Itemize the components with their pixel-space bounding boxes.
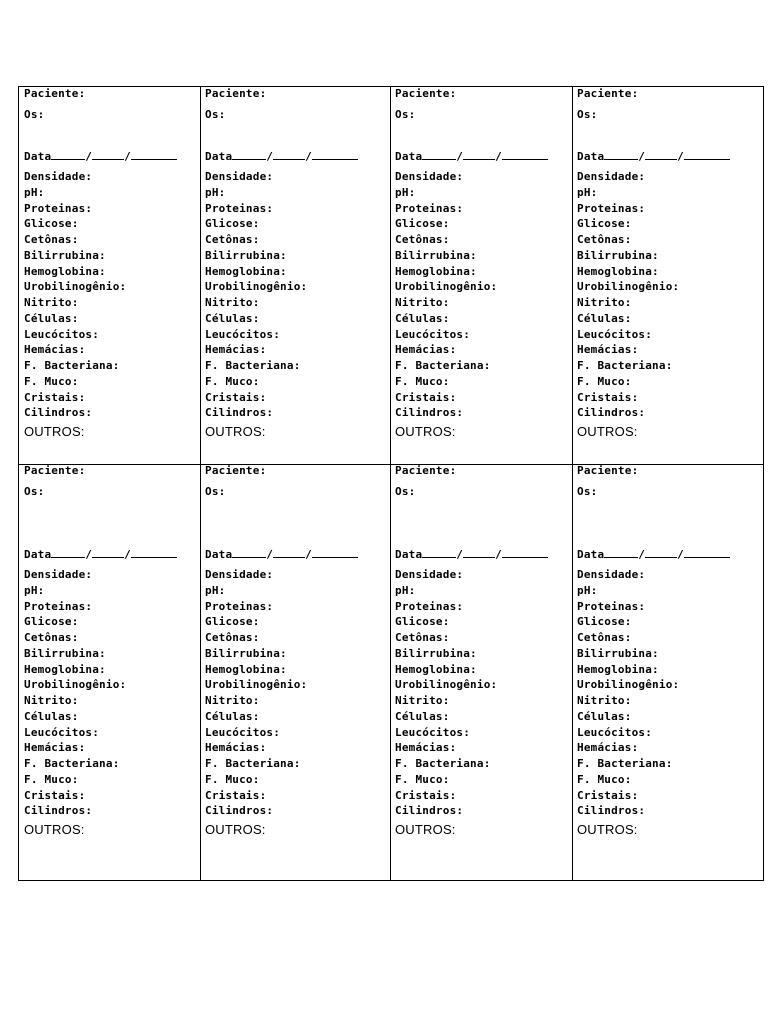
date-day-blank <box>604 547 638 558</box>
field-label: F. Bacteriana: <box>205 757 301 770</box>
date-year-blank <box>131 547 177 558</box>
field-label: Leucócitos: <box>577 725 653 739</box>
field-label: Cristais: <box>395 788 457 802</box>
field-label: Cetônas: <box>205 233 260 246</box>
field-label: Hemácias: <box>577 741 639 755</box>
date-label: Data <box>395 548 423 561</box>
field-label: Urobilinogênio: <box>577 678 680 692</box>
patient-label: Paciente: <box>24 87 86 100</box>
field-label: Proteinas: <box>24 599 93 613</box>
date-separator: / <box>456 548 464 561</box>
others-label: OUTROS: <box>24 424 85 439</box>
field-label: Cristais: <box>577 390 639 404</box>
field-label: Cilindros: <box>205 406 274 420</box>
date-label: Data <box>395 150 423 163</box>
date-month-blank <box>645 149 677 160</box>
field-label: Glicose: <box>577 615 632 629</box>
field-label: Urobilinogênio: <box>24 678 127 692</box>
date-line <box>205 547 358 561</box>
date-separator: / <box>495 150 502 163</box>
os-label: Os: <box>205 108 226 121</box>
field-label: Proteinas: <box>24 201 93 215</box>
field-label: Hemácias: <box>24 343 86 357</box>
field-label: Cristais: <box>395 390 457 404</box>
patient-label: Paciente: <box>395 87 457 100</box>
date-line <box>24 547 177 561</box>
exam-card <box>19 87 200 464</box>
field-label: Bilirrubina: <box>24 646 106 660</box>
field-label: F. Muco: <box>205 772 260 786</box>
field-label: Glicose: <box>24 217 79 231</box>
others-label: OUTROS: <box>395 424 456 439</box>
field-label: Leucócitos: <box>24 327 100 341</box>
field-label: Células: <box>205 709 260 723</box>
field-label: Células: <box>395 709 450 723</box>
date-month-blank <box>463 547 495 558</box>
field-label: Hemácias: <box>205 343 267 357</box>
field-label: F. Muco: <box>395 374 450 388</box>
field-label: pH: <box>577 583 598 597</box>
field-label: pH: <box>395 583 416 597</box>
field-label: Hemácias: <box>395 343 457 357</box>
field-label: Células: <box>577 311 632 325</box>
patient-label: Paciente: <box>205 87 267 100</box>
field-label: Leucócitos: <box>577 327 653 341</box>
date-year-blank <box>312 547 358 558</box>
field-label: Hemoglobina: <box>24 264 106 278</box>
field-label: Cilindros: <box>395 406 464 420</box>
date-label: Data <box>577 548 605 561</box>
field-label: Densidade: <box>205 568 274 581</box>
date-label: Data <box>24 150 52 163</box>
field-label: Células: <box>205 311 260 325</box>
date-separator: / <box>85 548 93 561</box>
field-label: Hemácias: <box>205 741 267 755</box>
date-separator: / <box>495 548 502 561</box>
field-label: pH: <box>205 583 226 597</box>
date-year-blank <box>502 149 548 160</box>
field-label: Hemoglobina: <box>24 662 106 676</box>
date-label: Data <box>205 548 233 561</box>
others-label: OUTROS: <box>395 822 456 837</box>
field-label: Cilindros: <box>205 804 274 818</box>
date-year-blank <box>502 547 548 558</box>
field-label: Células: <box>24 709 79 723</box>
field-label: Hemoglobina: <box>577 662 659 676</box>
date-day-blank <box>232 547 266 558</box>
field-label: Proteinas: <box>395 599 464 613</box>
field-label: Nitrito: <box>395 296 450 309</box>
others-label: OUTROS: <box>205 822 266 837</box>
form-grid <box>18 86 764 881</box>
field-label: Densidade: <box>577 170 646 183</box>
os-label: Os: <box>577 108 598 121</box>
field-label: F. Muco: <box>395 772 450 786</box>
others-label: OUTROS: <box>577 822 638 837</box>
date-day-blank <box>604 149 638 160</box>
date-month-blank <box>273 547 305 558</box>
patient-label: Paciente: <box>395 464 457 477</box>
field-label: Cetônas: <box>24 233 79 246</box>
field-label: Glicose: <box>205 615 260 629</box>
field-label: F. Muco: <box>205 374 260 388</box>
field-label: Nitrito: <box>577 694 632 707</box>
field-label: Cristais: <box>205 390 267 404</box>
field-label: Cetônas: <box>577 233 632 246</box>
field-label: pH: <box>205 185 226 199</box>
date-separator: / <box>305 150 312 163</box>
date-separator: / <box>677 150 684 163</box>
date-month-blank <box>645 547 677 558</box>
field-label: Hemácias: <box>577 343 639 357</box>
field-label: Nitrito: <box>577 296 632 309</box>
field-label: Cetônas: <box>577 631 632 644</box>
date-day-blank <box>51 547 85 558</box>
date-label: Data <box>205 150 233 163</box>
field-label: Bilirrubina: <box>205 646 287 660</box>
date-year-blank <box>131 149 177 160</box>
field-label: Cristais: <box>24 788 86 802</box>
date-label: Data <box>24 548 52 561</box>
field-label: Hemácias: <box>24 741 86 755</box>
field-label: Urobilinogênio: <box>205 280 308 294</box>
field-label: Glicose: <box>395 217 450 231</box>
date-month-blank <box>273 149 305 160</box>
field-label: Bilirrubina: <box>24 248 106 262</box>
field-label: Leucócitos: <box>395 327 471 341</box>
field-label: Nitrito: <box>24 694 79 707</box>
field-label: F. Bacteriana: <box>577 757 673 770</box>
exam-card <box>572 464 765 841</box>
field-label: Proteinas: <box>205 201 274 215</box>
field-label: Leucócitos: <box>205 725 281 739</box>
field-label: Hemoglobina: <box>577 264 659 278</box>
os-label: Os: <box>205 485 226 498</box>
field-label: Urobilinogênio: <box>395 280 498 294</box>
field-label: Hemoglobina: <box>395 264 477 278</box>
field-label: Glicose: <box>395 615 450 629</box>
os-label: Os: <box>24 108 45 121</box>
field-label: Leucócitos: <box>205 327 281 341</box>
field-label: Cristais: <box>577 788 639 802</box>
date-label: Data <box>577 150 605 163</box>
exam-card <box>572 87 765 464</box>
field-label: F. Muco: <box>24 772 79 786</box>
exam-card <box>390 87 572 464</box>
field-label: F. Bacteriana: <box>577 359 673 372</box>
field-label: Leucócitos: <box>24 725 100 739</box>
date-separator: / <box>85 150 93 163</box>
others-label: OUTROS: <box>205 424 266 439</box>
field-label: Urobilinogênio: <box>205 678 308 692</box>
field-label: Cristais: <box>24 390 86 404</box>
field-label: Urobilinogênio: <box>577 280 680 294</box>
field-label: Bilirrubina: <box>395 248 477 262</box>
date-month-blank <box>463 149 495 160</box>
field-label: Urobilinogênio: <box>24 280 127 294</box>
date-line <box>577 547 730 561</box>
date-month-blank <box>92 149 124 160</box>
field-label: Células: <box>395 311 450 325</box>
field-label: Hemoglobina: <box>395 662 477 676</box>
date-separator: / <box>677 548 684 561</box>
patient-label: Paciente: <box>24 464 86 477</box>
patient-label: Paciente: <box>577 87 639 100</box>
field-label: pH: <box>395 185 416 199</box>
date-line <box>395 547 548 561</box>
date-day-blank <box>422 547 456 558</box>
field-label: Urobilinogênio: <box>395 678 498 692</box>
field-label: Proteinas: <box>577 599 646 613</box>
date-line <box>577 149 730 163</box>
field-label: Cilindros: <box>24 804 93 818</box>
patient-label: Paciente: <box>577 464 639 477</box>
date-line <box>205 149 358 163</box>
field-label: Cristais: <box>205 788 267 802</box>
field-label: Glicose: <box>205 217 260 231</box>
date-day-blank <box>232 149 266 160</box>
field-label: Nitrito: <box>205 694 260 707</box>
field-label: F. Muco: <box>577 374 632 388</box>
others-label: OUTROS: <box>577 424 638 439</box>
field-label: Proteinas: <box>395 201 464 215</box>
field-label: F. Bacteriana: <box>24 359 120 372</box>
os-label: Os: <box>395 108 416 121</box>
field-label: pH: <box>24 185 45 199</box>
exam-card <box>390 464 572 841</box>
field-label: Células: <box>577 709 632 723</box>
field-label: Proteinas: <box>205 599 274 613</box>
field-label: Cilindros: <box>577 406 646 420</box>
field-label: Cetônas: <box>395 233 450 246</box>
field-label: Bilirrubina: <box>205 248 287 262</box>
field-label: Cetônas: <box>205 631 260 644</box>
date-day-blank <box>51 149 85 160</box>
field-label: F. Muco: <box>24 374 79 388</box>
field-label: Hemoglobina: <box>205 662 287 676</box>
field-label: Bilirrubina: <box>577 248 659 262</box>
field-label: Glicose: <box>577 217 632 231</box>
date-line <box>24 149 177 163</box>
exam-card <box>200 87 390 464</box>
others-label: OUTROS: <box>24 822 85 837</box>
date-separator: / <box>638 548 646 561</box>
os-label: Os: <box>395 485 416 498</box>
date-line <box>395 149 548 163</box>
field-label: Densidade: <box>577 568 646 581</box>
field-label: Proteinas: <box>577 201 646 215</box>
field-label: Densidade: <box>395 568 464 581</box>
field-label: F. Bacteriana: <box>205 359 301 372</box>
field-label: Densidade: <box>395 170 464 183</box>
field-label: Hemácias: <box>395 741 457 755</box>
field-label: Cilindros: <box>395 804 464 818</box>
date-year-blank <box>684 547 730 558</box>
field-label: Densidade: <box>205 170 274 183</box>
os-label: Os: <box>24 485 45 498</box>
exam-card <box>200 464 390 841</box>
field-label: Cilindros: <box>24 406 93 420</box>
os-label: Os: <box>577 485 598 498</box>
field-label: Nitrito: <box>24 296 79 309</box>
field-label: Densidade: <box>24 568 93 581</box>
date-year-blank <box>312 149 358 160</box>
field-label: Nitrito: <box>395 694 450 707</box>
date-separator: / <box>266 150 274 163</box>
date-separator: / <box>124 548 131 561</box>
field-label: Bilirrubina: <box>577 646 659 660</box>
field-label: Cetônas: <box>395 631 450 644</box>
field-label: pH: <box>577 185 598 199</box>
field-label: pH: <box>24 583 45 597</box>
date-day-blank <box>422 149 456 160</box>
date-separator: / <box>638 150 646 163</box>
date-separator: / <box>266 548 274 561</box>
date-year-blank <box>684 149 730 160</box>
field-label: F. Bacteriana: <box>395 359 491 372</box>
field-label: F. Bacteriana: <box>395 757 491 770</box>
patient-label: Paciente: <box>205 464 267 477</box>
field-label: Cilindros: <box>577 804 646 818</box>
field-label: Glicose: <box>24 615 79 629</box>
date-separator: / <box>305 548 312 561</box>
field-label: Células: <box>24 311 79 325</box>
field-label: Leucócitos: <box>395 725 471 739</box>
field-label: Bilirrubina: <box>395 646 477 660</box>
field-label: F. Muco: <box>577 772 632 786</box>
field-label: F. Bacteriana: <box>24 757 120 770</box>
date-separator: / <box>456 150 464 163</box>
field-label: Densidade: <box>24 170 93 183</box>
field-label: Nitrito: <box>205 296 260 309</box>
date-month-blank <box>92 547 124 558</box>
field-label: Hemoglobina: <box>205 264 287 278</box>
date-separator: / <box>124 150 131 163</box>
exam-card <box>19 464 200 841</box>
field-label: Cetônas: <box>24 631 79 644</box>
